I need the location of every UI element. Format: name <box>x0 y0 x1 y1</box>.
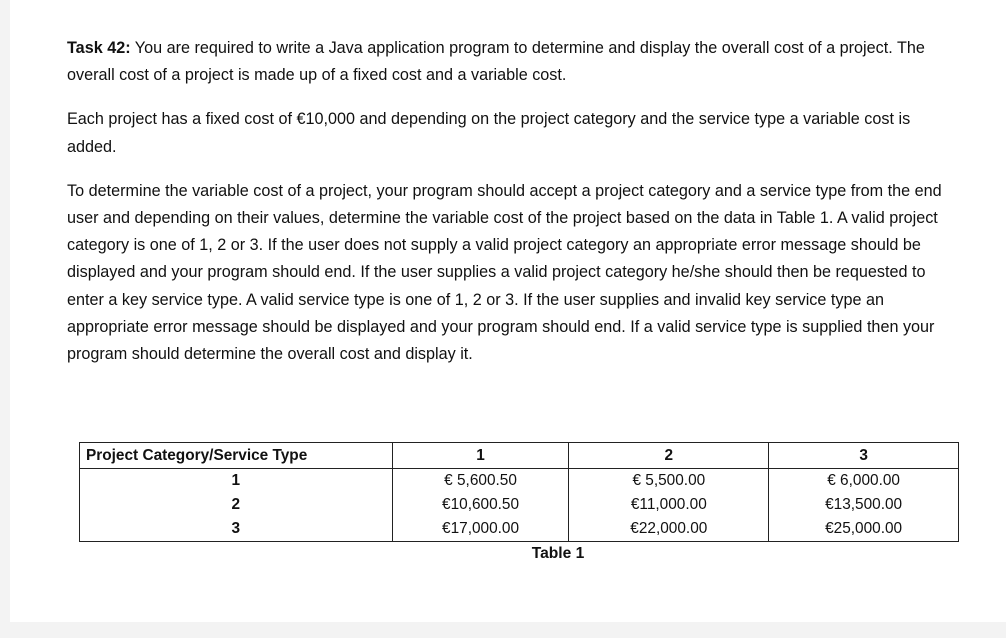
table-header-cell: 1 <box>392 443 569 469</box>
category-cell: 3 <box>80 517 393 542</box>
table-header-row <box>80 443 959 469</box>
instructions-paragraph: To determine the variable cost of a project, your program should accept a project category and a service type from the end user and depending on their values, determine the variable cost of the project based on the data in Table 1. A valid project category is one of 1, 2 or 3. If the user does not supply a valid project category an appropriate error message should be displayed and your program should end. If the user supplies a valid project category he/she should then be requested to enter a key service type. A valid service type is one of 1, 2 or 3. If the user supplies and invalid key service type an appropriate error message should be displayed and your program should end. If a valid service type is supplied then your program should determine the overall cost and display it. <box>67 181 942 364</box>
category-cell: 1 <box>80 469 393 494</box>
cost-cell: €25,000.00 <box>769 517 959 542</box>
category-cell: 2 <box>80 493 393 517</box>
table-caption: Table 1 <box>531 545 585 562</box>
table-row <box>80 517 959 542</box>
fixed-cost-paragraph: Each project has a fixed cost of €10,000 and depending on the project category and the service type a variable cost is added. <box>67 110 911 156</box>
table-header-cell: Project Category/Service Type <box>80 443 393 469</box>
cost-cell: € 6,000.00 <box>769 469 959 494</box>
document-body <box>67 35 957 368</box>
cost-cell: € 5,600.50 <box>392 469 569 494</box>
table-header-cell: 2 <box>569 443 769 469</box>
cost-cell: €17,000.00 <box>392 517 569 542</box>
cost-table <box>79 442 959 542</box>
task-label: Task 42: <box>67 39 131 57</box>
table-header-cell: 3 <box>769 443 959 469</box>
task-intro: You are required to write a Java application program to determine and display the overall cost of a project. The overall cost of a project is made up of a fixed cost and a variable cost. <box>67 39 925 85</box>
task-paragraph <box>67 35 957 89</box>
cost-cell: € 5,500.00 <box>569 469 769 494</box>
table-row <box>80 469 959 494</box>
document-page <box>10 0 1006 622</box>
table-row <box>80 493 959 517</box>
cost-cell: €11,000.00 <box>569 493 769 517</box>
cost-cell: €13,500.00 <box>769 493 959 517</box>
cost-cell: €10,600.50 <box>392 493 569 517</box>
cost-cell: €22,000.00 <box>569 517 769 542</box>
